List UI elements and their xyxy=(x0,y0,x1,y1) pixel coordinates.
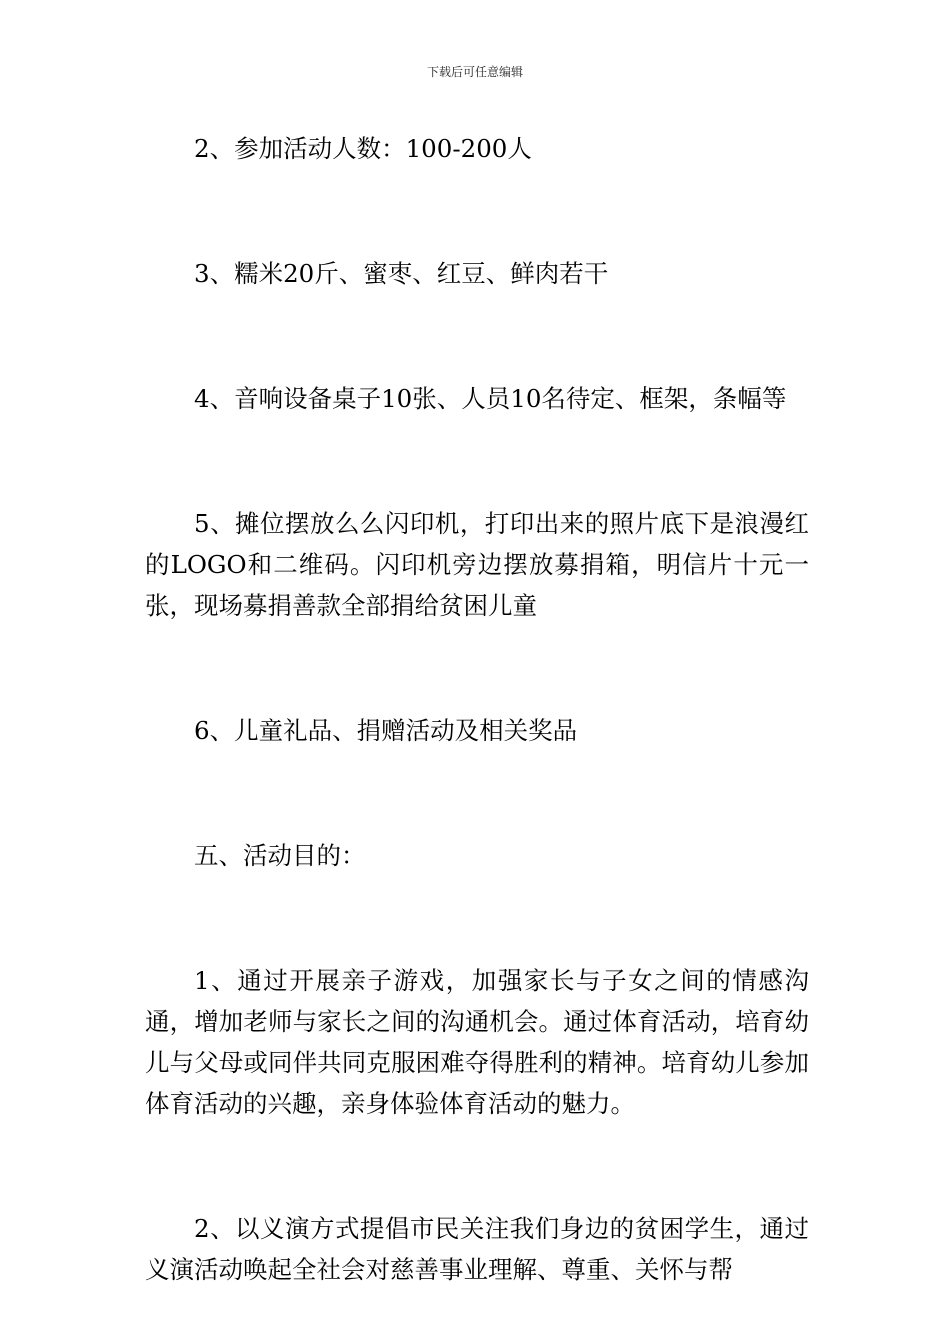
document-body xyxy=(145,128,809,1290)
paragraph-purpose-1: 1、通过开展亲子游戏，加强家长与子女之间的情感沟通，增加老师与家长之间的沟通机会。通过体育活动，培育幼儿与父母或同伴共同克服困难夺得胜利的精神。培育幼儿参加体育活动的兴趣，亲身体验体育活动的魅力。 xyxy=(145,966,809,1118)
paragraph-purpose-2: 2、以义演方式提倡市民关注我们身边的贫困学生，通过义演活动唤起全社会对慈善事业理解、尊重、关怀与帮 xyxy=(145,1214,809,1284)
page-header-note: 下载后可任意编辑 xyxy=(426,65,523,79)
paragraph-booth: 5、摊位摆放么么闪印机，打印出来的照片底下是浪漫红的LOGO和二维码。闪印机旁边摆放募捐箱，明信片十元一张，现场募捐善款全部捐给贫困儿童 xyxy=(145,509,809,620)
paragraph-gifts: 6、儿童礼品、捐赠活动及相关奖品 xyxy=(194,716,578,745)
section-heading-purpose: 五、活动目的： xyxy=(194,841,366,870)
paragraph-equipment: 4、音响设备桌子10张、人员10名待定、框架，条幅等 xyxy=(194,384,787,413)
paragraph-participants: 2、参加活动人数：100-200人 xyxy=(194,134,532,163)
paragraph-ingredients: 3、糯米20斤、蜜枣、红豆、鲜肉若干 xyxy=(194,259,609,288)
